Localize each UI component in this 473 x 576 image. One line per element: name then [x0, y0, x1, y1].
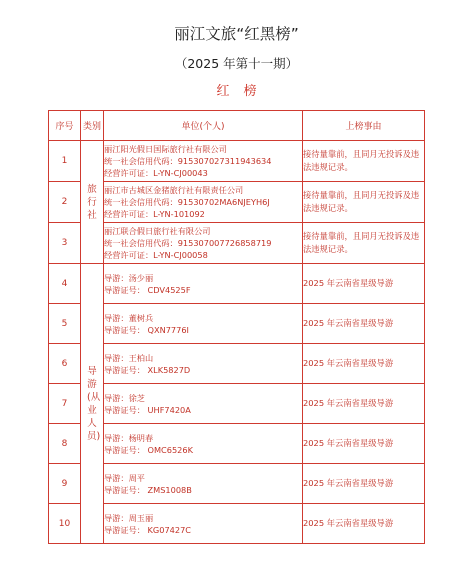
row-number: 4 — [49, 264, 81, 304]
table-row — [49, 384, 425, 424]
header-reason: 上榜事由 — [303, 111, 425, 141]
row-number: 9 — [49, 464, 81, 504]
unit-cell — [104, 223, 303, 264]
category-label: 旅行社 — [87, 183, 97, 221]
credit-code: 统一社会信用代码：91530702MA6NJEYH6J — [104, 197, 270, 207]
table-row — [49, 504, 425, 544]
table-row — [49, 344, 425, 384]
row-number: 2 — [49, 182, 81, 223]
category-label: 导游(从业人员) — [87, 365, 101, 442]
header-no: 序号 — [49, 111, 81, 141]
category-cell-guide — [81, 264, 104, 544]
table-row — [49, 464, 425, 504]
document-subtitle: （2025 年第十一期） — [174, 56, 299, 71]
guide-license: 导游证号： XLK5827D — [104, 364, 191, 375]
license-number: 经营许可证：L-YN-CJ00043 — [104, 168, 208, 178]
reason-cell: 2025 年云南省星级导游 — [303, 504, 425, 544]
guide-name: 导游：周玉丽 — [104, 512, 154, 523]
unit-cell — [104, 504, 303, 544]
unit-name: 丽江市古城区金猪旅行社有限责任公司 — [104, 185, 244, 195]
header-unit: 单位(个人) — [104, 111, 303, 141]
unit-cell — [104, 304, 303, 344]
reason-cell: 2025 年云南省星级导游 — [303, 464, 425, 504]
category-cell-agency — [81, 141, 104, 264]
row-number: 10 — [49, 504, 81, 544]
credit-code: 统一社会信用代码：915307007726858719 — [104, 238, 272, 248]
row-number: 3 — [49, 223, 81, 264]
table-row — [49, 264, 425, 304]
section-title-red-list: 红榜 — [216, 84, 271, 99]
credit-code: 统一社会信用代码：915307027311943634 — [104, 156, 272, 166]
row-number: 6 — [49, 344, 81, 384]
unit-cell — [104, 344, 303, 384]
reason-cell: 接待量靠前，且同月无投诉及违法违规记录。 — [303, 223, 425, 264]
reason-cell: 2025 年云南省星级导游 — [303, 264, 425, 304]
reason-cell: 2025 年云南省星级导游 — [303, 384, 425, 424]
license-number: 经营许可证：L-YN-101092 — [104, 209, 205, 219]
reason-cell: 接待量靠前，且同月无投诉及违法违规记录。 — [303, 182, 425, 223]
table-row — [49, 304, 425, 344]
document-title: 丽江文旅“红黑榜” — [174, 25, 299, 43]
guide-license: 导游证号： OMC6526K — [104, 444, 193, 455]
guide-name: 导游：徐芝 — [104, 392, 145, 403]
unit-cell — [104, 384, 303, 424]
reason-cell: 2025 年云南省星级导游 — [303, 344, 425, 384]
unit-cell — [104, 141, 303, 182]
table-row — [49, 223, 425, 264]
guide-name: 导游：董树兵 — [104, 312, 154, 323]
red-list-table — [48, 110, 425, 544]
row-number: 5 — [49, 304, 81, 344]
reason-cell: 接待量靠前，且同月无投诉及违法违规记录。 — [303, 141, 425, 182]
guide-license: 导游证号： UHF7420A — [104, 404, 191, 415]
guide-name: 导游：杨明春 — [104, 432, 154, 443]
license-number: 经营许可证：L-YN-CJ00058 — [104, 250, 208, 260]
unit-name: 丽江阳光假日国际旅行社有限公司 — [104, 144, 227, 154]
guide-name: 导游：王柏山 — [104, 352, 154, 363]
row-number: 7 — [49, 384, 81, 424]
table-row — [49, 141, 425, 182]
table-row — [49, 182, 425, 223]
guide-name: 导游：汤少丽 — [104, 272, 154, 283]
row-number: 8 — [49, 424, 81, 464]
unit-name: 丽江联合假日旅行社有限公司 — [104, 226, 211, 236]
guide-license: 导游证号： KG07427C — [104, 524, 192, 535]
guide-name: 导游：周平 — [104, 472, 145, 483]
unit-cell — [104, 464, 303, 504]
table-row — [49, 424, 425, 464]
unit-cell — [104, 424, 303, 464]
unit-cell — [104, 182, 303, 223]
header-category: 类别 — [81, 111, 104, 141]
unit-cell — [104, 264, 303, 304]
table-header-row — [49, 111, 425, 141]
guide-license: 导游证号： CDV4525F — [104, 284, 191, 295]
guide-license: 导游证号： ZMS1008B — [104, 484, 192, 495]
row-number: 1 — [49, 141, 81, 182]
guide-license: 导游证号： QXN7776I — [104, 324, 189, 335]
reason-cell: 2025 年云南省星级导游 — [303, 304, 425, 344]
reason-cell: 2025 年云南省星级导游 — [303, 424, 425, 464]
